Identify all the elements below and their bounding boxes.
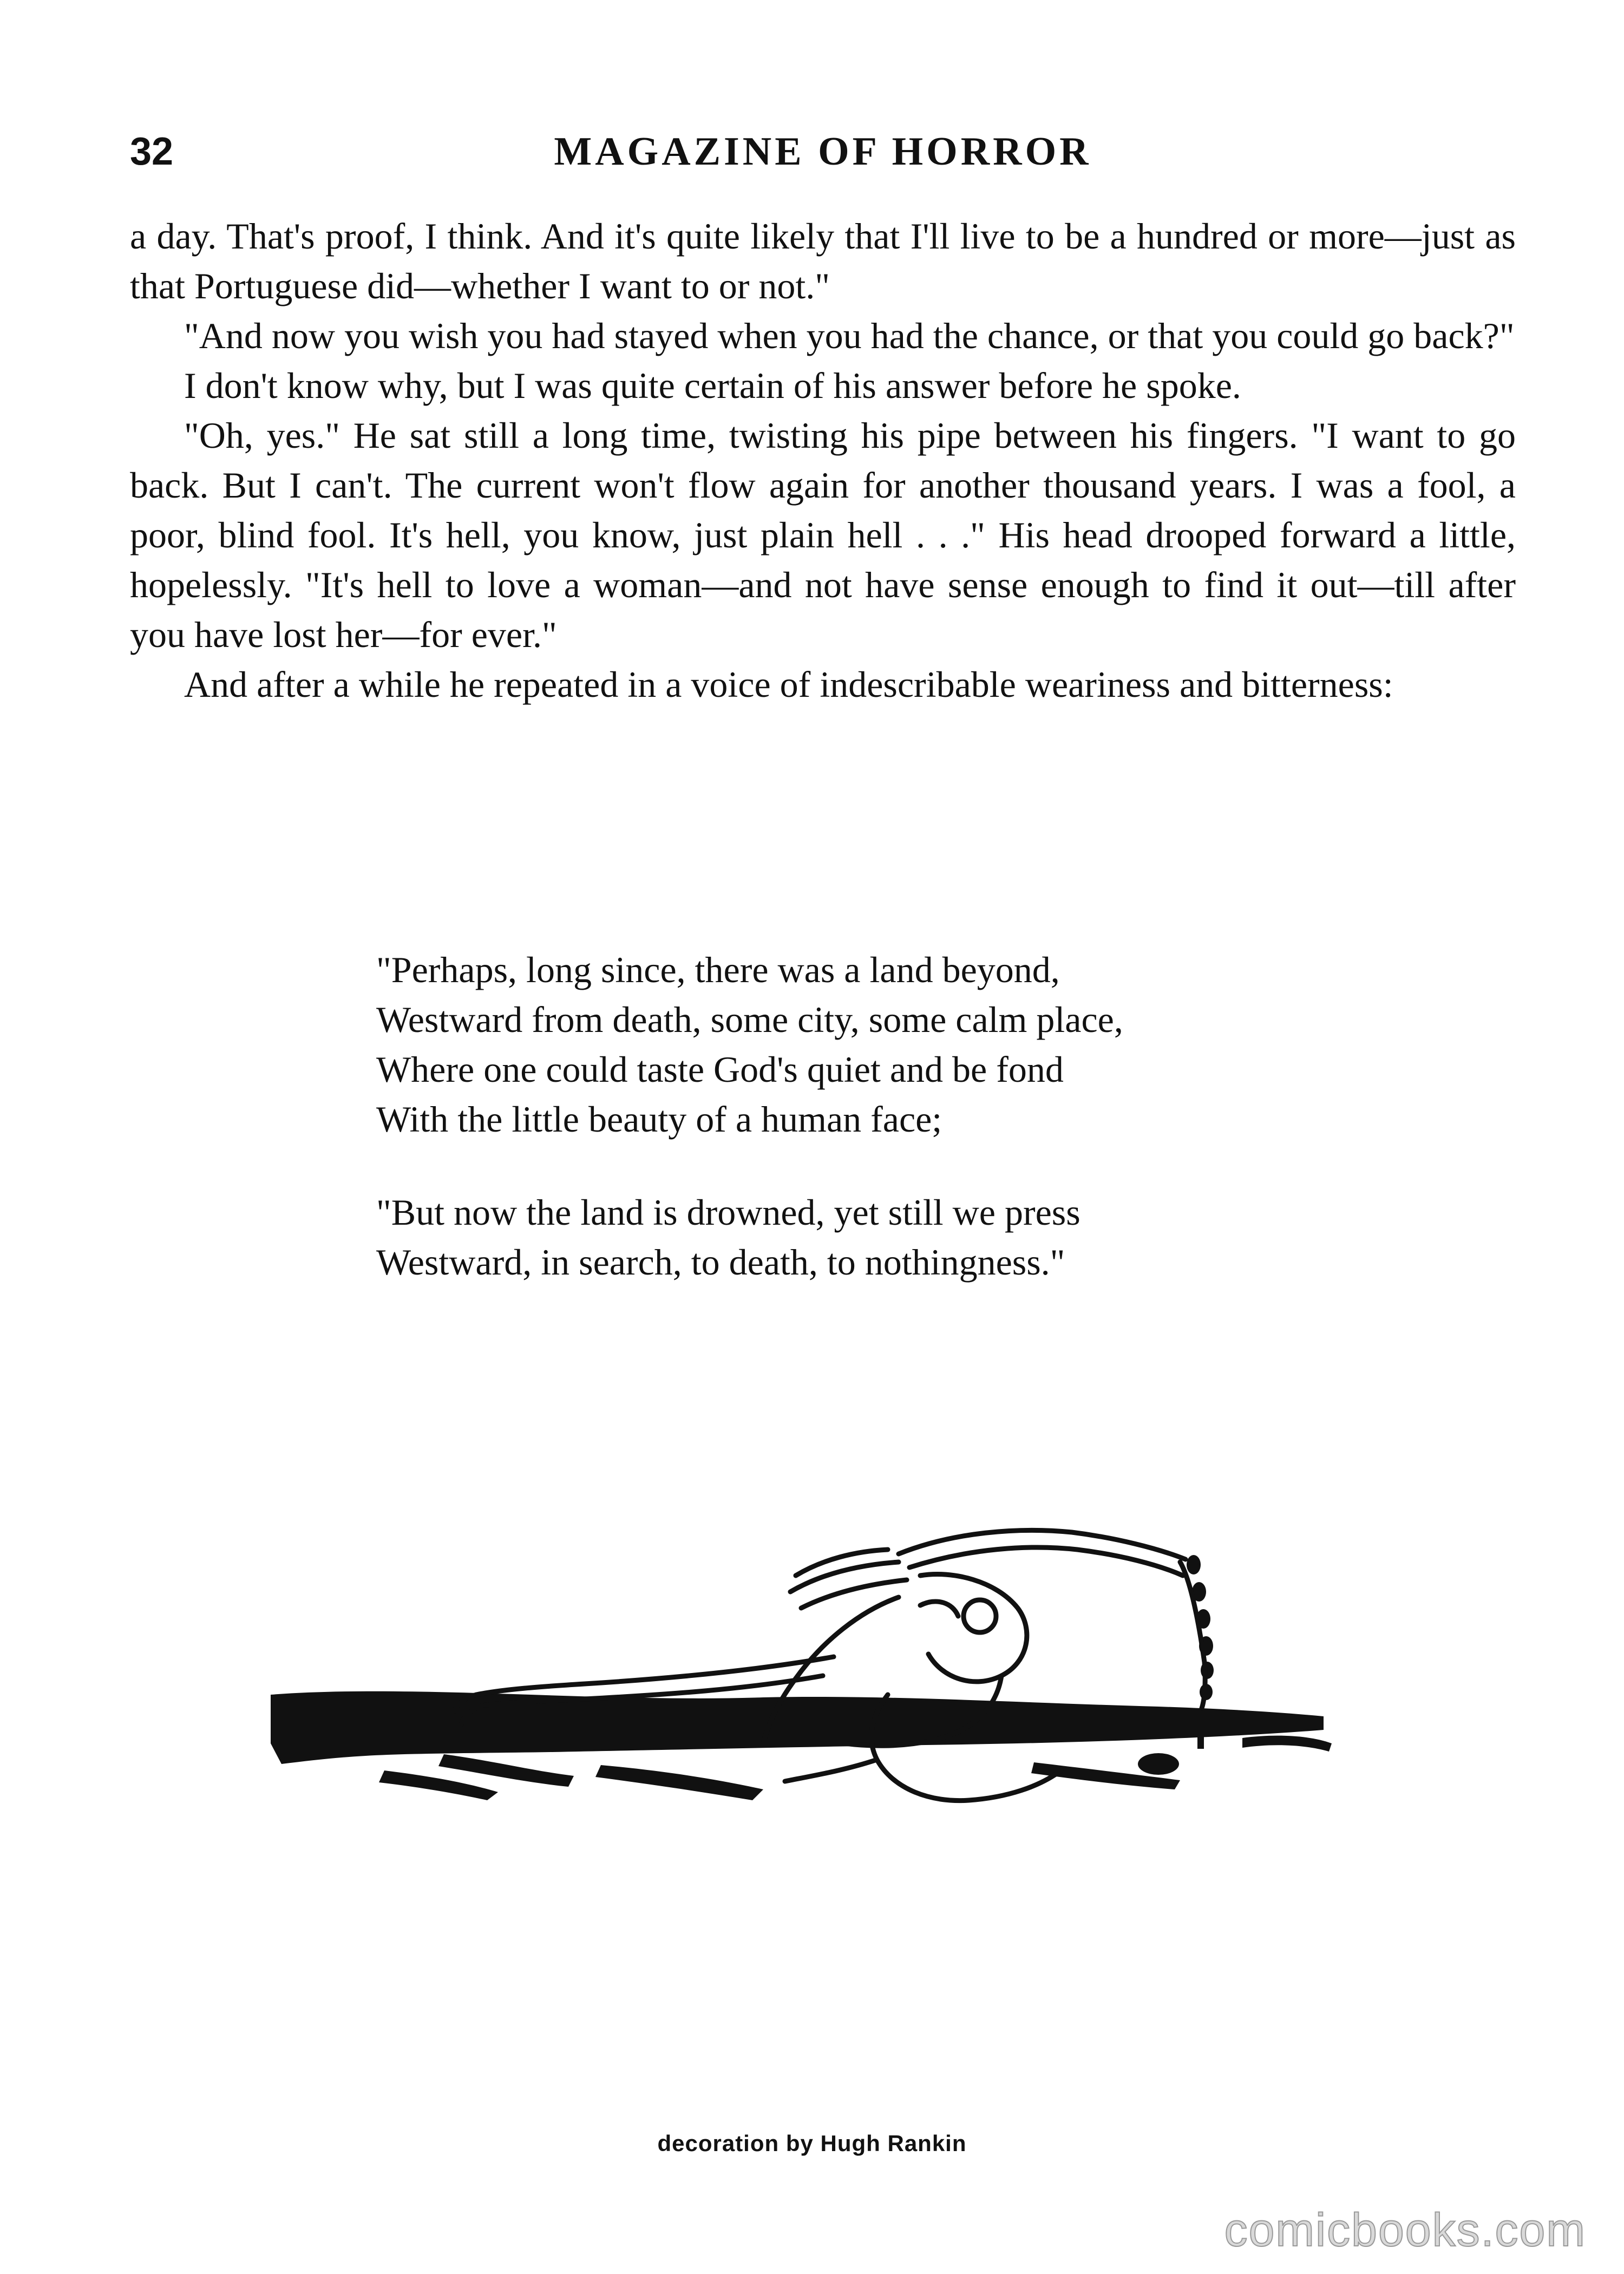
paragraph-1: a day. That's proof, I think. And it's quite likely that I'll live to be a hundred or more—just as that Portuguese did—whether I want to or not." [130,215,1516,306]
poem [376,945,1513,1330]
poem-line: Westward, in search, to death, to nothingness." [376,1241,1065,1283]
ground-shadow [271,1691,1324,1764]
poem-line: Where one could taste God's quiet and be fond [376,1049,1064,1090]
raised-arm [899,1530,1186,1559]
poem-stanza-2 [376,1187,1513,1287]
figure-leg [785,1760,877,1781]
watermark: comicbooks.com [1224,2204,1586,2256]
ear-detail [920,1602,958,1616]
paragraph-5: And after a while he repeated in a voice of indescribable weariness and bitterness: [184,664,1393,705]
poem-line: "Perhaps, long since, there was a land beyond, [376,949,1060,990]
cross-icon [1188,1721,1214,1727]
poem-line: Westward from death, some city, some calm place, [376,999,1123,1040]
decoration-illustration [249,1516,1440,2057]
running-head [130,125,1516,190]
ground-streak [1242,1736,1332,1752]
page-number: 32 [130,130,174,173]
ground-streak [379,1770,498,1800]
head-outline [920,1574,1027,1682]
cross-icon [1197,1708,1204,1749]
paragraph-4: "Oh, yes." He sat still a long time, twisting his pipe between his fingers. "I want to go back. But I can't. The current won't flow again for another thousand years. I was a fool, a poor, blind fool. It's hell, you know, just plain hell . . ." His head drooped forward a little, hopelessly. "It's hell to love a woman—and not have sense enough to find it out—till after you have lost her—for ever." [130,415,1516,655]
paragraph-3: I don't know why, but I was quite certain of his answer before he spoke. [184,365,1241,406]
story-text [130,211,1516,709]
rosary-bead [1187,1555,1201,1574]
poem-stanza-1 [376,945,1513,1144]
eye [964,1600,996,1632]
magazine-title: MAGAZINE OF HORROR [554,129,1092,174]
skull-icon [1138,1753,1179,1775]
outstretched-arm [476,1657,834,1695]
paragraph-2: "And now you wish you had stayed when you had the chance, or that you could go back?" [184,315,1515,356]
poem-line: "But now the land is drowned, yet still we press [376,1192,1081,1233]
ground-streak [595,1765,763,1800]
raised-arm [909,1547,1183,1576]
poem-line: With the little beauty of a human face; [376,1099,942,1140]
ground-streak [438,1754,574,1787]
illustration-credit: decoration by Hugh Rankin [657,2131,967,2156]
